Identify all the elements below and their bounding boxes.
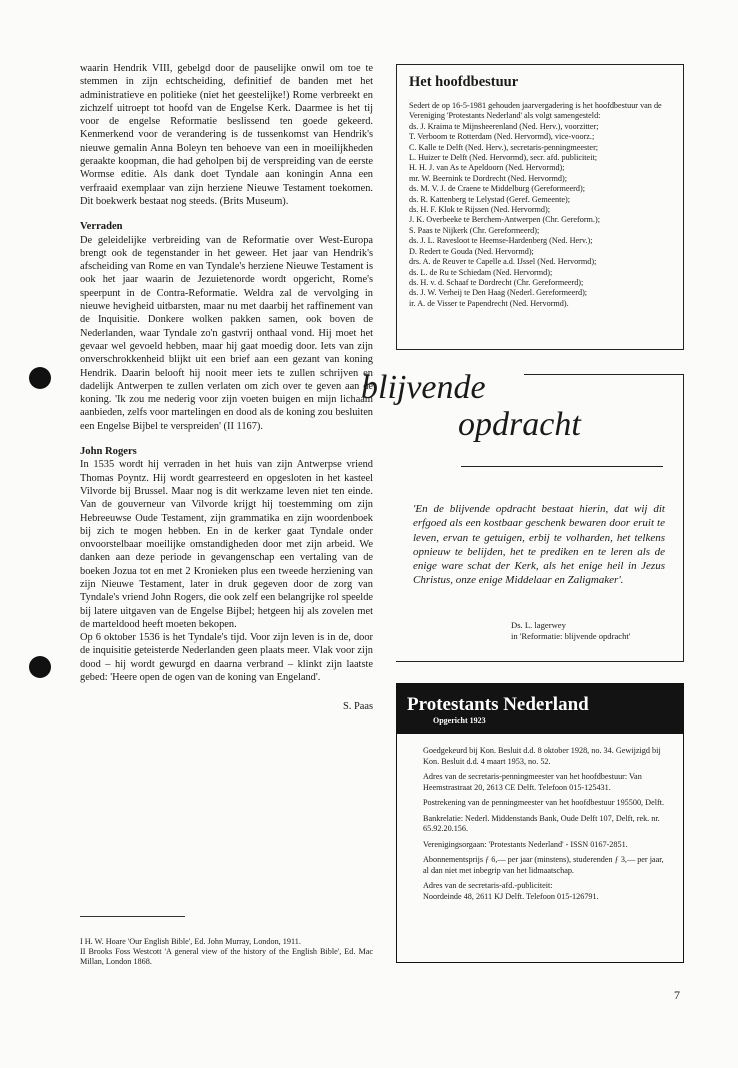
member-item: ds. R. Kattenberg te Lelystad (Geref. Gemeente); (409, 194, 571, 204)
pn-subtitle: Opgericht 1923 (433, 716, 486, 725)
opdracht-quote: 'En de blijvende opdracht bestaat hierin, dat wij dit erfgoed als een kostbaar geschenk bewaren door eruit te leven, ervan te getuigen, erbij te volharden, het telkens opnieuw te belijden, het te prediken en te leren als de enige ware schat der Kerk, als het enige heil in Jezus Christus, onze enige Middelaar en Zaligmaker'. (413, 503, 665, 587)
member-item: ds. J. Kraima te Mijnsheerenland (Ned. Herv.), voorzitter; (409, 121, 599, 131)
pn-secretary-address: Adres van de secretaris-penningmeester van het hoofdbestuur: Van Heemstrastraat 20, 2613 CE Delft. Telefoon 015-125431. (423, 772, 642, 792)
member-item: ds. H. v. d. Schaaf te Dordrecht (Chr. Gereformeerd); (409, 277, 584, 287)
attribution-source: in 'Reformatie: blijvende opdracht' (511, 630, 631, 641)
member-item: T. Verboom te Rotterdam (Ned. Hervormd), vice-voorz.; (409, 132, 595, 142)
pn-bank: Bankrelatie: Nederl. Middenstands Bank, Oude Delft 107, Delft, rek. nr. 65.92.20.156. (423, 813, 660, 833)
pn-title: Protestants Nederland (407, 694, 589, 715)
member-item: C. Kalle te Delft (Ned. Herv.), secretaris-penningmeester; (409, 142, 599, 152)
member-item: D. Redert te Gouda (Ned. Hervormd); (409, 246, 534, 256)
member-item: ds. H. F. Klok te Rijssen (Ned. Hervormd); (409, 205, 551, 215)
page-number: 7 (674, 988, 680, 1002)
member-item: ir. A. de Visser te Papendrecht (Ned. Hervormd). (409, 298, 569, 308)
pn-approval: Goedgekeurd bij Kon. Besluit d.d. 8 oktober 1928, no. 34. Gewijzigd bij Kon. Besluit d.d. 4 maart 1953, no. 52. (423, 746, 661, 766)
member-item: mr. W. Beernink te Dordrecht (Ned. Hervormd); (409, 173, 568, 183)
footnote-divider (80, 916, 185, 917)
member-item: ds. J. W. Verheij te Den Haag (Nederl. Gereformeerd); (409, 288, 588, 298)
heading-verraden: Verraden (80, 221, 123, 233)
member-item: H. H. J. van As te Apeldoorn (Ned. Hervormd); (409, 163, 565, 173)
member-item: S. Paas te Nijkerk (Chr. Gereformeerd); (409, 225, 540, 235)
pn-subscription: Abonnementsprijs ƒ 6,— per jaar (minstens), studerenden ƒ 3,— per jaar, al dan niet met inbegrip van het lidmaatschap. (423, 855, 664, 875)
member-item: J. K. Overbeeke te Berchem-Antwerpen (Chr. Gereform.); (409, 215, 600, 225)
paragraph-verraden: De geleidelijke verbreiding van de Reformatie over West-Europa brengt ook de tegenstander in het geweer. Het jaar van Hendrik's afscheiding van Rome en van Tyndale's herziene Nieuwe Testament is ook het jaar waarin de Jezuietenorde wordt opgericht, Rome's speerpunt in de Contra-Reformatie. Weldra zal de vervolging in nieuwe hevigheid uitbarsten, maar nu met daarbij het raffinement van de Inquisitie. Donkere wolken pakken samen, ook boven de Nederlanden, waar Tyndale zo'n gastvrij onthaal vond. Hij moet het gevaar wel gevoeld hebben, maar hij gaat moedig door. Iets van zijn onverschrokkenheid blijkt uit een brief aan een gezant van koning Hendrik. Daarin belooft hij nooit meer iets te zullen schrijven en dadelijk Antwerpen te zullen verlaten om zich over te geven aan de koning. 'Ik zou me nederig voor zijn voeten buigen en mijn lichaam aanbieden, zelfs voor martelingen en dood als de koning zou besluiten een Engelse Bijbel te verspreiden' (II 1167). (80, 234, 373, 432)
pn-publicity (423, 881, 671, 902)
member-item: drs. A. de Reuver te Capelle a.d. IJssel (Ned. Hervormd); (409, 257, 597, 267)
opdracht-title-line1: blijvende (361, 369, 486, 406)
member-item: ds. L. de Ru te Schiedam (Ned. Hervormd); (409, 267, 553, 277)
paragraph-john-rogers: In 1535 wordt hij verraden in het huis van zijn Antwerpse vriend Thomas Poyntz. Hij wordt gearresteerd en opgesloten in het kasteel Vilvorde bij Brussel. Maar nog is dit werkzame leven niet ten einde. Van de gouverneur van Vilvorde krijgt hij toestemming om zijn Hebreeuwse Oude Testament, zijn grammatika en zijn woordenboek bij zich te mogen hebben. En in de kerker gaat Tyndale onder onvoorstelbaar moeilijke omstandigheden door met zijn arbeid. We danken aan deze periode in gevangenschap een vertaling van de boeken Jozua tot en met 2 Kronieken plus een tweede herziening van zijn Nieuwe Testament, later in druk gegeven door de zorg van Tyndale's vriend John Rogers, die ook zelf een belangrijke rol speelde bij latere uitgaven van de Engelse Bijbel; hetgeen hij als zovelen met de marteldood heeft moeten bekopen. (80, 459, 373, 630)
punch-hole-top (29, 367, 51, 389)
member-item: L. Huizer te Delft (Ned. Hervormd), secr. afd. publiciteit; (409, 153, 598, 163)
hoofdbestuur-box (396, 64, 684, 350)
article-column (80, 62, 373, 714)
pn-postrekening: Postrekening van de penningmeester van het hoofdbestuur 195500, Delft. (423, 798, 665, 807)
footnote-2: II Brooks Foss Westcott 'A general view of the history of the English Bible', Ed. Mac Millan, London 1868. (80, 947, 373, 966)
footnote-1: I H. W. Hoare 'Our English Bible', Ed. John Murray, London, 1911. (80, 937, 301, 946)
footnotes (80, 937, 373, 967)
pn-header (397, 684, 683, 734)
pn-organ: Verenigingsorgaan: 'Protestants Nederland' - ISSN 0167-2851. (423, 839, 628, 849)
opdracht-title-rule (461, 466, 663, 467)
heading-john-rogers: John Rogers (80, 446, 137, 458)
punch-hole-bottom (29, 656, 51, 678)
protestants-nederland-box (396, 683, 684, 963)
hoofdbestuur-title: Het hoofdbestuur (409, 74, 519, 90)
attribution-name: Ds. L. lagerwey (511, 620, 566, 630)
pn-publicity-address: Noordeinde 48, 2611 KJ Delft. Telefoon 015-126791. (423, 891, 599, 901)
paragraph-death: Op 6 oktober 1536 is het Tyndale's tijd. Voor zijn leven is in de, door de inquisitie geteisterde Nederlanden geen plaats meer. Vlak voor zijn dood – hij wordt gewurgd en daarna verbrand – klinkt zijn laatste gebed: 'Heere open de ogen van de koning van Engeland'. (80, 632, 373, 684)
member-item: ds. J. L. Ravesloot te Heemse-Hardenberg (Ned. Herv.); (409, 236, 593, 246)
hoofdbestuur-intro: Sedert de op 16-5-1981 gehouden jaarvergadering is het hoofdbestuur van de Vereniging 'Protestants Nederland' als volgt samengesteld: (409, 101, 662, 121)
pn-publicity-label: Adres van de secretaris-afd.-publiciteit: (423, 881, 553, 890)
paragraph-intro: waarin Hendrik VIII, gebelgd door de pauselijke onwil om toe te stemmen in zijn echtscheiding, definitief de banden met het administratieve en politieke (niet het geestelijke!) Rome verbreekt en zichzelf uitroept tot hoofd van de Engelse Kerk. Daarmee is het tij voor de engelse Reformatie beslissend ten goede gekeerd. Kenmerkend voor de verandering is de tussenkomst van Hendrik's nieuwe gemalin Anna Boleyn ten behoeve van een in moeilijkheden geraakte koopman, die had geholpen bij de verspreiding van de eerste Wormse editie. Als dank doet Tyndale aan koningin Anna een verfraaid exemplaar van zijn herziene Nieuwe Testament toekomen. Dit boekwerk bestaat nog steeds. (Brits Museum). (80, 63, 373, 207)
hoofdbestuur-members (409, 122, 671, 309)
author-signature: S. Paas (342, 701, 373, 713)
quote-attribution (511, 620, 630, 641)
pn-details (397, 734, 683, 902)
member-item: ds. M. V. J. de Craene te Middelburg (Gereformeerd); (409, 184, 585, 194)
opdracht-title-line2: opdracht (458, 406, 581, 443)
